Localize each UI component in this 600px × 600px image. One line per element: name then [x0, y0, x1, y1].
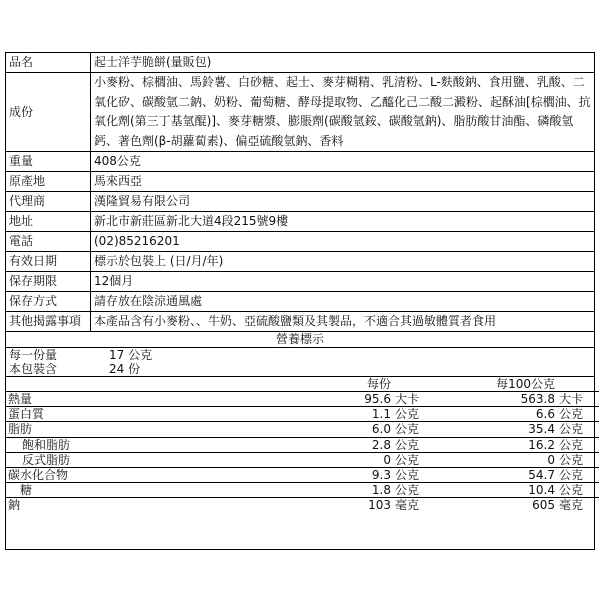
nutrient-name: 脂肪: [6, 422, 88, 437]
info-value: 請存放在陰涼通風處: [91, 292, 595, 312]
per-serving-header: 每份: [88, 377, 391, 392]
info-label: 代理商: [6, 192, 91, 212]
per-100g-value: 563.8: [435, 392, 555, 407]
per-100g-value: 16.2: [435, 437, 555, 452]
per-serving-unit: 公克: [391, 452, 435, 467]
per-serving-value: 2.8: [88, 437, 391, 452]
info-value: 起士洋芋脆餅(量販包): [91, 53, 595, 73]
info-row: [6, 272, 594, 292]
per-100g-unit: 公克: [555, 422, 599, 437]
per-100g-unit: 公克: [555, 437, 599, 452]
per-100g-unit: 公克: [555, 452, 599, 467]
info-row: [6, 73, 594, 152]
nutrition-row: [6, 452, 599, 467]
per-100g-header: 每100公克: [435, 377, 555, 392]
info-label: 品名: [6, 53, 91, 73]
per-serving-unit: 公克: [391, 407, 435, 422]
per-serving-value: 1.1: [88, 407, 391, 422]
info-label: 重量: [6, 152, 91, 172]
nutrient-name: 鈉: [8, 498, 21, 513]
info-value: 12個月: [91, 272, 595, 292]
per-serving-unit: 公克: [391, 468, 435, 483]
info-label: 其他揭露事項: [6, 312, 91, 332]
servings-per-pack-value: 24 份: [109, 362, 141, 376]
per-serving-value: 95.6: [88, 392, 391, 407]
nutrition-row: [6, 498, 599, 513]
info-value: 標示於包裝上 (日/月/年): [91, 252, 595, 272]
nutrition-title: 營養標示: [6, 332, 594, 348]
nutrient-name: 反式脂肪: [6, 452, 88, 467]
per-serving-unit: 毫克: [395, 498, 420, 513]
info-label: 保存期限: [6, 272, 91, 292]
per-100g-value: 6.6: [435, 407, 555, 422]
nutrient-name: 飽和脂肪: [6, 437, 88, 452]
per-serving-unit: 公克: [391, 437, 435, 452]
info-row: [6, 312, 594, 332]
info-label: 電話: [6, 232, 91, 252]
info-row: [6, 252, 594, 272]
nutrient-name: 碳水化合物: [6, 468, 88, 483]
info-label: 地址: [6, 212, 91, 232]
info-row: [6, 232, 594, 252]
info-row: [6, 53, 594, 73]
info-value: 小麥粉、棕櫚油、馬鈴薯、白砂糖、起士、麥芽糊精、乳清粉、L-麩酸鈉、食用鹽、乳酸、二氧化矽、碳酸氫二鈉、奶粉、葡萄糖、酵母提取物、乙醯化己二酸二澱粉、起酥油[棕櫚油、抗氧化劑(第三丁基氫醌)]、麥芽糖漿、膨脹劑(碳酸氫銨、碳酸氫鈉)、脂肪酸甘油酯、磷酸氫鈣、著色劑(β-胡蘿蔔素)、偏亞硫酸氫鈉、香料: [91, 73, 595, 152]
nutrient-name: 蛋白質: [6, 407, 88, 422]
nutrition-row: [6, 422, 599, 437]
per-serving-value: 0: [88, 452, 391, 467]
serving-info: [6, 348, 594, 376]
product-label-sheet: [5, 52, 595, 550]
serving-size-value: 17 公克: [109, 348, 153, 362]
per-100g-unit: 毫克: [559, 498, 584, 513]
info-value: 馬來西亞: [91, 172, 595, 192]
info-value: 本產品含有小麥粉、、牛奶、亞硫酸鹽類及其製品，不適合其過敏體質者食用: [91, 312, 595, 332]
info-value: (02)85216201: [91, 232, 595, 252]
nutrient-name: 糖: [6, 483, 88, 498]
per-serving-value: 1.8: [88, 483, 391, 498]
nutrition-row: [6, 392, 599, 407]
info-label: 保存方式: [6, 292, 91, 312]
serving-size-label: 每一份量: [9, 348, 58, 362]
per-serving-unit: 大卡: [391, 392, 435, 407]
per-serving-unit: 公克: [391, 422, 435, 437]
nutrition-row: [6, 483, 599, 498]
info-label: 原產地: [6, 172, 91, 192]
per-100g-unit: 公克: [555, 407, 599, 422]
info-row: [6, 192, 594, 212]
info-value: 漢隆貿易有限公司: [91, 192, 595, 212]
info-label: 有效日期: [6, 252, 91, 272]
nutrient-name: 熱量: [6, 392, 88, 407]
info-label: 成份: [6, 73, 91, 152]
per-100g-unit: 大卡: [555, 392, 599, 407]
product-info-table: [6, 53, 594, 332]
per-serving-unit: 公克: [391, 483, 435, 498]
info-value: 新北市新莊區新北大道4段215號9樓: [91, 212, 595, 232]
info-row: [6, 172, 594, 192]
servings-per-pack-label: 本包裝含: [9, 362, 58, 376]
per-100g-unit: 公克: [555, 483, 599, 498]
per-100g-value: 605: [532, 498, 555, 513]
per-100g-value: 10.4: [435, 483, 555, 498]
per-serving-value: 9.3: [88, 468, 391, 483]
nutrition-row: [6, 437, 599, 452]
per-serving-value: 103: [368, 498, 391, 513]
nutrition-header-row: [6, 377, 599, 392]
info-row: [6, 212, 594, 232]
info-value: 408公克: [91, 152, 595, 172]
info-row: [6, 292, 594, 312]
nutrition-row: [6, 468, 599, 483]
nutrition-table: [6, 377, 599, 513]
info-row: [6, 152, 594, 172]
per-serving-value: 6.0: [88, 422, 391, 437]
per-100g-unit: 公克: [555, 468, 599, 483]
per-100g-value: 35.4: [435, 422, 555, 437]
nutrition-row: [6, 407, 599, 422]
per-100g-value: 0: [435, 452, 555, 467]
per-100g-value: 54.7: [435, 468, 555, 483]
